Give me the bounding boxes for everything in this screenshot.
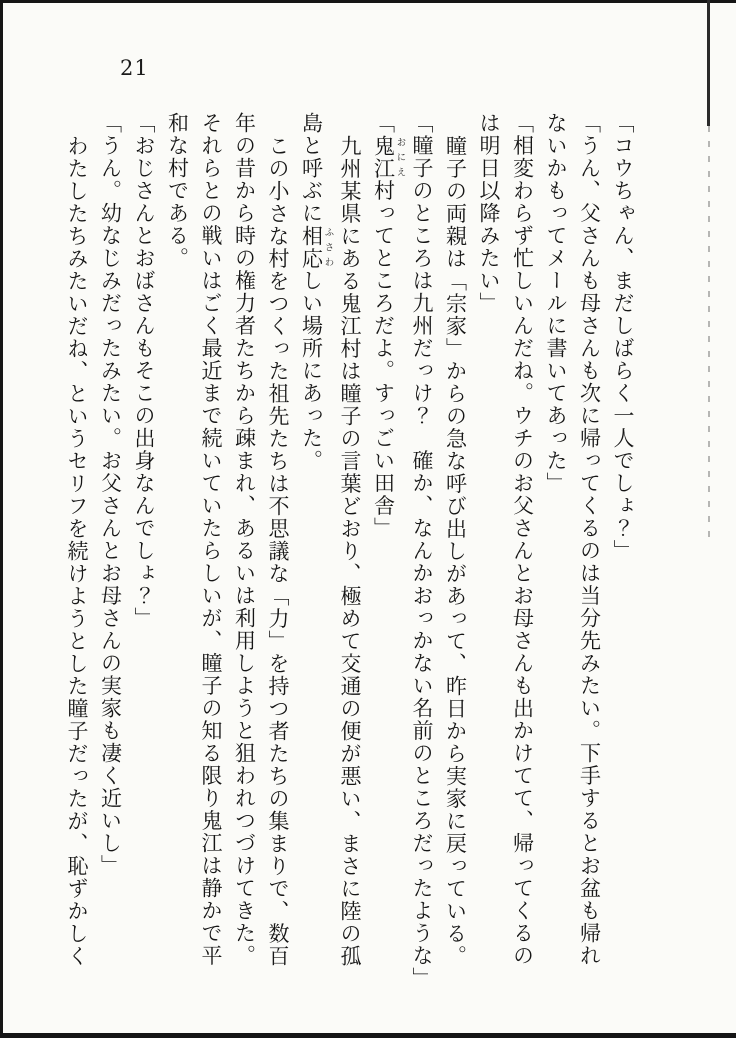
text-column-11: この小さな村をつくった祖先たちは不思議な「力」を持つ者たちの集まりで、数百: [266, 135, 290, 968]
text-column-6: 瞳子の両親は「宗家」からの急な呼び出しがあって、昨日から実家に戻っている。: [443, 135, 468, 968]
column-text: 「: [371, 112, 396, 135]
text-column-17: わたしたちみたいだね、というセリフを続けようとした瞳子だったが、恥ずかしく: [65, 135, 89, 968]
text-column-8: [366, 112, 405, 962]
binding-gutter-line: [707, 0, 710, 126]
text-column-9: 九州某県にある鬼江村は瞳子の言葉どおり、極めて交通の便が悪い、まさに陸の孤: [338, 135, 362, 968]
vertical-text-block: [60, 112, 640, 990]
text-column-10: [294, 112, 333, 962]
text-column-2: 「うん、父さんも母さんも次に帰ってくるのは当分先みたい。下手するとお盆も帰れ: [577, 112, 602, 967]
text-column-12: 年の昔から時の権力者たちから疎まれ、あるいは利用しようと狙われつづけてきた。: [232, 112, 257, 967]
ruby-text: ふさわ: [322, 224, 333, 270]
text-column-3: ないかもってメールに書いてあった」: [544, 112, 568, 495]
column-text: 島と呼ぶに: [299, 112, 324, 225]
furigana-fusawa: [299, 224, 333, 270]
ruby-text: おにえ: [394, 134, 405, 180]
text-column-7: 「瞳子のところは九州だっけ？ 確か、なんかおっかない名前のところだったような」: [410, 112, 434, 990]
page-edge-top: [0, 0, 736, 3]
ruby-base: 鬼江: [371, 134, 396, 180]
binding-gutter-line-faint: [708, 126, 710, 546]
text-column-13: それらとの戦いはごく最近まで続いていたらしいが、瞳子の知る限り鬼江は静かで平: [199, 112, 223, 967]
text-column-1: 「コウちゃん、まだしばらく一人でしょ？」: [611, 112, 635, 562]
text-column-4: 「相変わらず忙しいんだね。ウチのお父さんとお母さんも出かけてて、帰ってくるの: [510, 112, 535, 967]
page-edge-left: [0, 0, 3, 1038]
text-column-16: 「うん。幼なじみだったみたい。お父さんとお母さんの実家も凄く近いし」: [98, 112, 123, 877]
furigana-onie: [371, 134, 405, 180]
ruby-base: 相応: [299, 224, 324, 270]
page-edge-bottom: [0, 1033, 736, 1038]
text-column-14: 和な村である。: [165, 112, 190, 270]
column-text: しい場所にあった。: [299, 269, 324, 472]
page-number: 21: [120, 56, 149, 80]
column-text: 村ってところだよ。すっごい田舎」: [371, 179, 396, 540]
text-column-15: 「おじさんとおばさんもそこの出身なんでしょ？」: [132, 112, 156, 630]
text-column-5: は明日以降みたい」: [477, 112, 501, 315]
